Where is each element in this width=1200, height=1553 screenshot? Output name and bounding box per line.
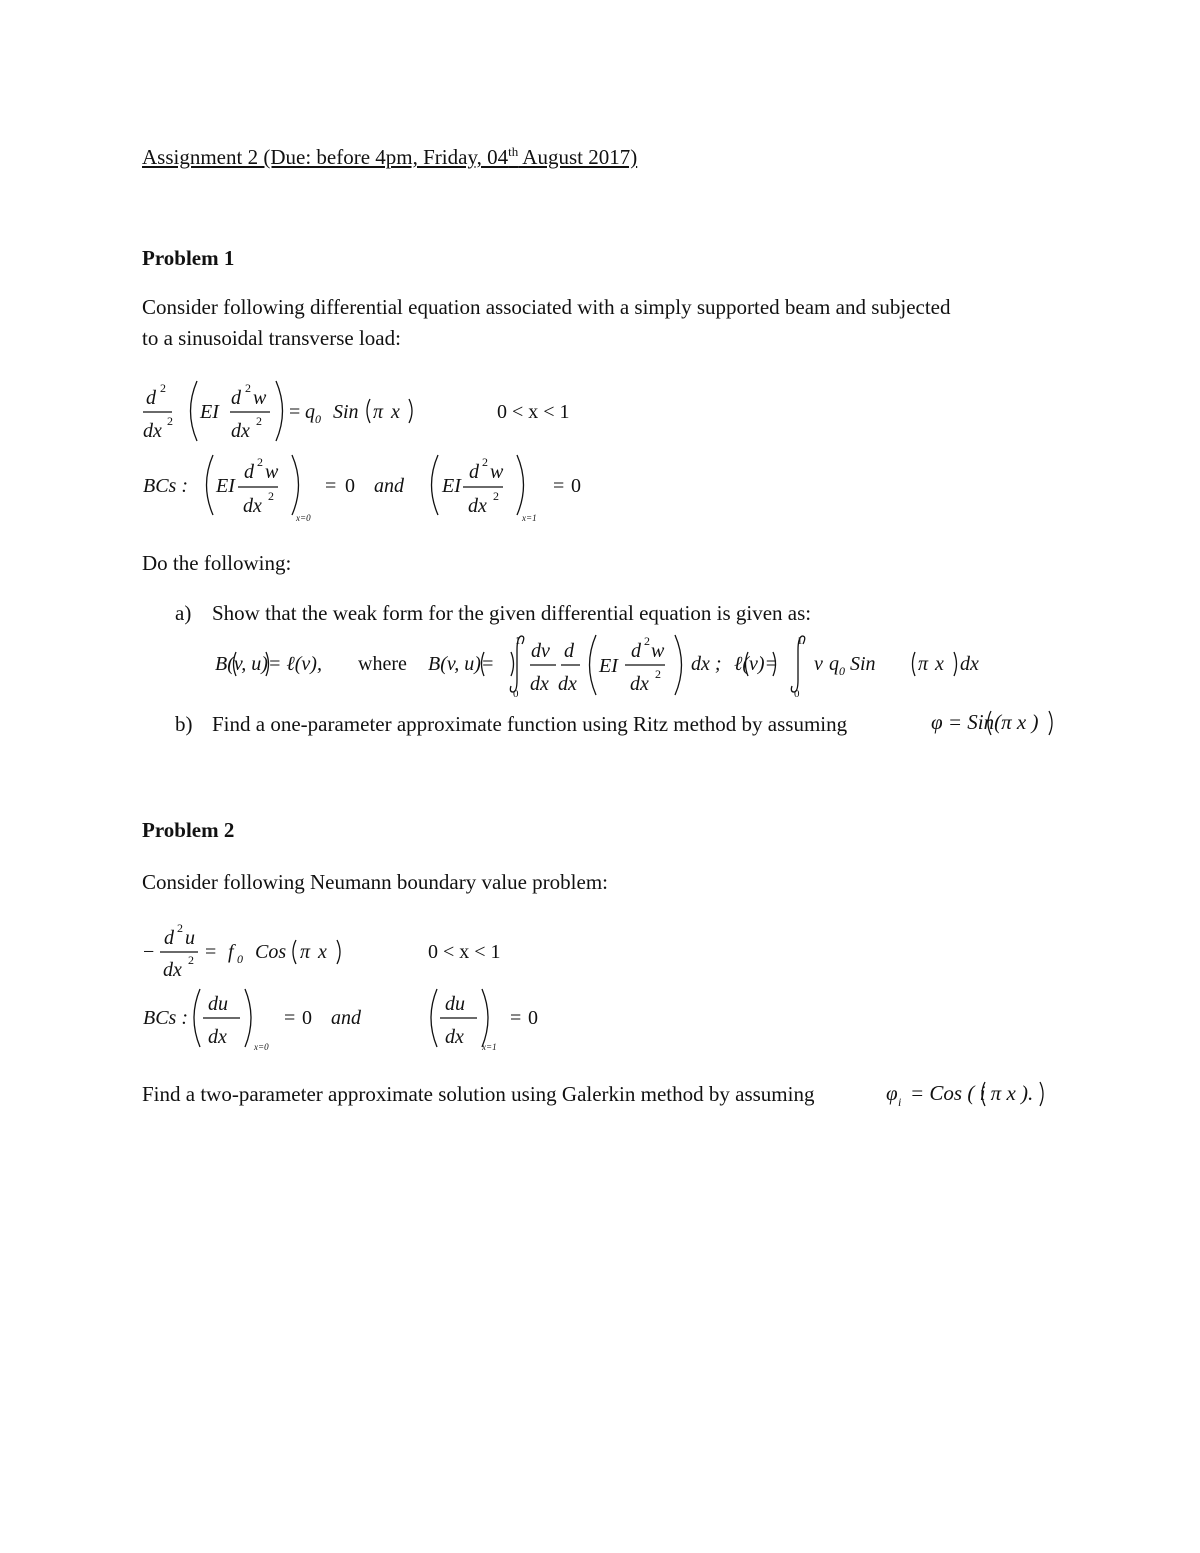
p2-cos-i: = Cos ( i π x ). bbox=[910, 1081, 1034, 1105]
weak-x: x bbox=[935, 653, 944, 675]
weak-dx-end: dx bbox=[960, 653, 979, 675]
problem-1-heading: Problem 1 bbox=[142, 246, 235, 270]
problem-1-intro-line-2: to a sinusoidal transverse load: bbox=[142, 326, 401, 350]
weak-q: q bbox=[829, 653, 839, 675]
title-suffix: August 2017) bbox=[518, 145, 638, 169]
weak-v: v bbox=[814, 653, 823, 675]
eq1-q-sub: 0 bbox=[315, 412, 321, 426]
p2-domain: 0 < x < 1 bbox=[428, 941, 501, 963]
weak-B-vu: B(v, u)= ℓ(v), bbox=[215, 653, 322, 675]
weak-int2-upper: 1 bbox=[797, 635, 803, 647]
p2-minus: − bbox=[143, 941, 155, 963]
eq1-w: w bbox=[253, 387, 267, 409]
bc1-d-exp: 2 bbox=[257, 455, 263, 469]
eq1-x: x bbox=[391, 401, 400, 423]
weak-where: where bbox=[358, 653, 407, 675]
p2-phi-sub: i bbox=[898, 1095, 902, 1109]
weak-B-vu-2: B(v, u)= bbox=[428, 653, 495, 675]
bc1-EI: EI bbox=[216, 475, 235, 497]
weak-inner-d-exp: 2 bbox=[644, 634, 650, 648]
weak-dx-semicolon: dx ; bbox=[691, 653, 722, 675]
eq1-inner-d-exp: 2 bbox=[245, 381, 251, 395]
p2-d: d bbox=[164, 927, 174, 949]
eq1-d: d bbox=[146, 387, 156, 409]
bc1-label: BCs : bbox=[143, 475, 188, 497]
bc2-dx: dx bbox=[468, 495, 487, 517]
bc2-w: w bbox=[490, 461, 504, 483]
weak-int1-upper: 1 bbox=[515, 635, 521, 647]
weak-dx-2: dx bbox=[558, 673, 577, 695]
weak-q-sub: 0 bbox=[839, 664, 845, 678]
eq1-equals: = bbox=[289, 401, 301, 423]
title-prefix: Assignment 2 (Due: before 4pm, Friday, 04 bbox=[142, 145, 509, 169]
weak-int1-lower: 0 bbox=[513, 688, 519, 700]
p2-bc1-dx: dx bbox=[208, 1026, 227, 1048]
bc2-dx-exp: 2 bbox=[493, 489, 499, 503]
p2-x: x bbox=[318, 941, 327, 963]
title-superscript: th bbox=[508, 144, 519, 159]
p2-bc2-du: du bbox=[445, 993, 465, 1015]
p2-phi: φ bbox=[886, 1081, 898, 1105]
p2-bc1-zero: 0 bbox=[302, 1007, 312, 1029]
p2-bc-and: and bbox=[331, 1007, 361, 1029]
eq1-q: q bbox=[305, 401, 315, 423]
eq1-dx-exp: 2 bbox=[167, 414, 173, 428]
eq1-inner-dx-exp: 2 bbox=[256, 414, 262, 428]
weak-inner-d: d bbox=[631, 640, 641, 662]
bc1-sub: x=0 bbox=[296, 513, 311, 523]
weak-int2-lower: 0 bbox=[794, 688, 800, 700]
problem-2-heading: Problem 2 bbox=[142, 818, 235, 842]
item-b-label: b) bbox=[175, 712, 193, 736]
problem-1-intro-line-1: Consider following differential equation associated with a simply supported beam and subjected bbox=[142, 295, 951, 319]
bc1-zero: 0 bbox=[345, 475, 355, 497]
weak-inner-dx: dx bbox=[630, 673, 649, 695]
p2-equals: = bbox=[205, 941, 217, 963]
p2-u: u bbox=[185, 927, 195, 949]
item-a-label: a) bbox=[175, 601, 192, 625]
weak-inner-dx-exp: 2 bbox=[655, 667, 661, 681]
weak-sin: Sin bbox=[850, 653, 876, 675]
p2-d-exp: 2 bbox=[177, 921, 183, 935]
p2-bc1-sub: x=0 bbox=[254, 1042, 269, 1052]
p2-bc2-sub: x=1 bbox=[482, 1042, 497, 1052]
bc-and: and bbox=[374, 475, 404, 497]
weak-EI: EI bbox=[599, 655, 618, 677]
problem-2-intro: Consider following Neumann boundary value problem: bbox=[142, 870, 608, 894]
weak-d: d bbox=[564, 640, 574, 662]
p2-f-sub: 0 bbox=[237, 952, 243, 966]
bc2-zero: 0 bbox=[571, 475, 581, 497]
bc2-d: d bbox=[469, 461, 479, 483]
bc2-equals: = bbox=[553, 475, 565, 497]
p2-bc1-du: du bbox=[208, 993, 228, 1015]
eq1-inner-d: d bbox=[231, 387, 241, 409]
bc1-w: w bbox=[265, 461, 279, 483]
eq1-domain: 0 < x < 1 bbox=[497, 401, 570, 423]
eq1-EI: EI bbox=[200, 401, 219, 423]
eq1-sin: Sin bbox=[333, 401, 359, 423]
p2-bc2-dx: dx bbox=[445, 1026, 464, 1048]
p2-cos: Cos bbox=[255, 941, 287, 963]
bc1-dx: dx bbox=[243, 495, 262, 517]
eq1-dx: dx bbox=[143, 420, 162, 442]
bc1-equals: = bbox=[325, 475, 337, 497]
bc1-d: d bbox=[244, 461, 254, 483]
p2-bc-label: BCs : bbox=[143, 1007, 188, 1029]
item-a-text: Show that the weak form for the given differential equation is given as: bbox=[212, 601, 812, 625]
eq1-inner-dx: dx bbox=[231, 420, 250, 442]
weak-l-v: ℓ(v)= bbox=[734, 653, 779, 675]
do-following-label: Do the following: bbox=[142, 551, 292, 575]
weak-dx-1: dx bbox=[530, 673, 549, 695]
item-b-text: Find a one-parameter approximate function using Ritz method by assuming bbox=[212, 712, 848, 736]
bc2-d-exp: 2 bbox=[482, 455, 488, 469]
bc1-dx-exp: 2 bbox=[268, 489, 274, 503]
bc2-sub: x=1 bbox=[522, 513, 537, 523]
eq1-pi: π bbox=[373, 401, 384, 423]
p2-pi: π bbox=[300, 941, 311, 963]
weak-pi: π bbox=[918, 653, 929, 675]
weak-dv: dv bbox=[531, 640, 550, 662]
p2-bc1-equals: = bbox=[284, 1007, 296, 1029]
problem-2-task: Find a two-parameter approximate solution using Galerkin method by assuming bbox=[142, 1082, 815, 1106]
eq1-d-exp: 2 bbox=[160, 381, 166, 395]
p2-bc2-zero: 0 bbox=[528, 1007, 538, 1029]
bc2-EI: EI bbox=[442, 475, 461, 497]
weak-w: w bbox=[651, 640, 665, 662]
item-b-phi: φ = Sin(π x ) bbox=[931, 710, 1039, 734]
p2-dx-exp: 2 bbox=[188, 953, 194, 967]
p2-dx: dx bbox=[163, 959, 182, 981]
p2-bc2-equals: = bbox=[510, 1007, 522, 1029]
p2-f: f bbox=[228, 941, 234, 963]
